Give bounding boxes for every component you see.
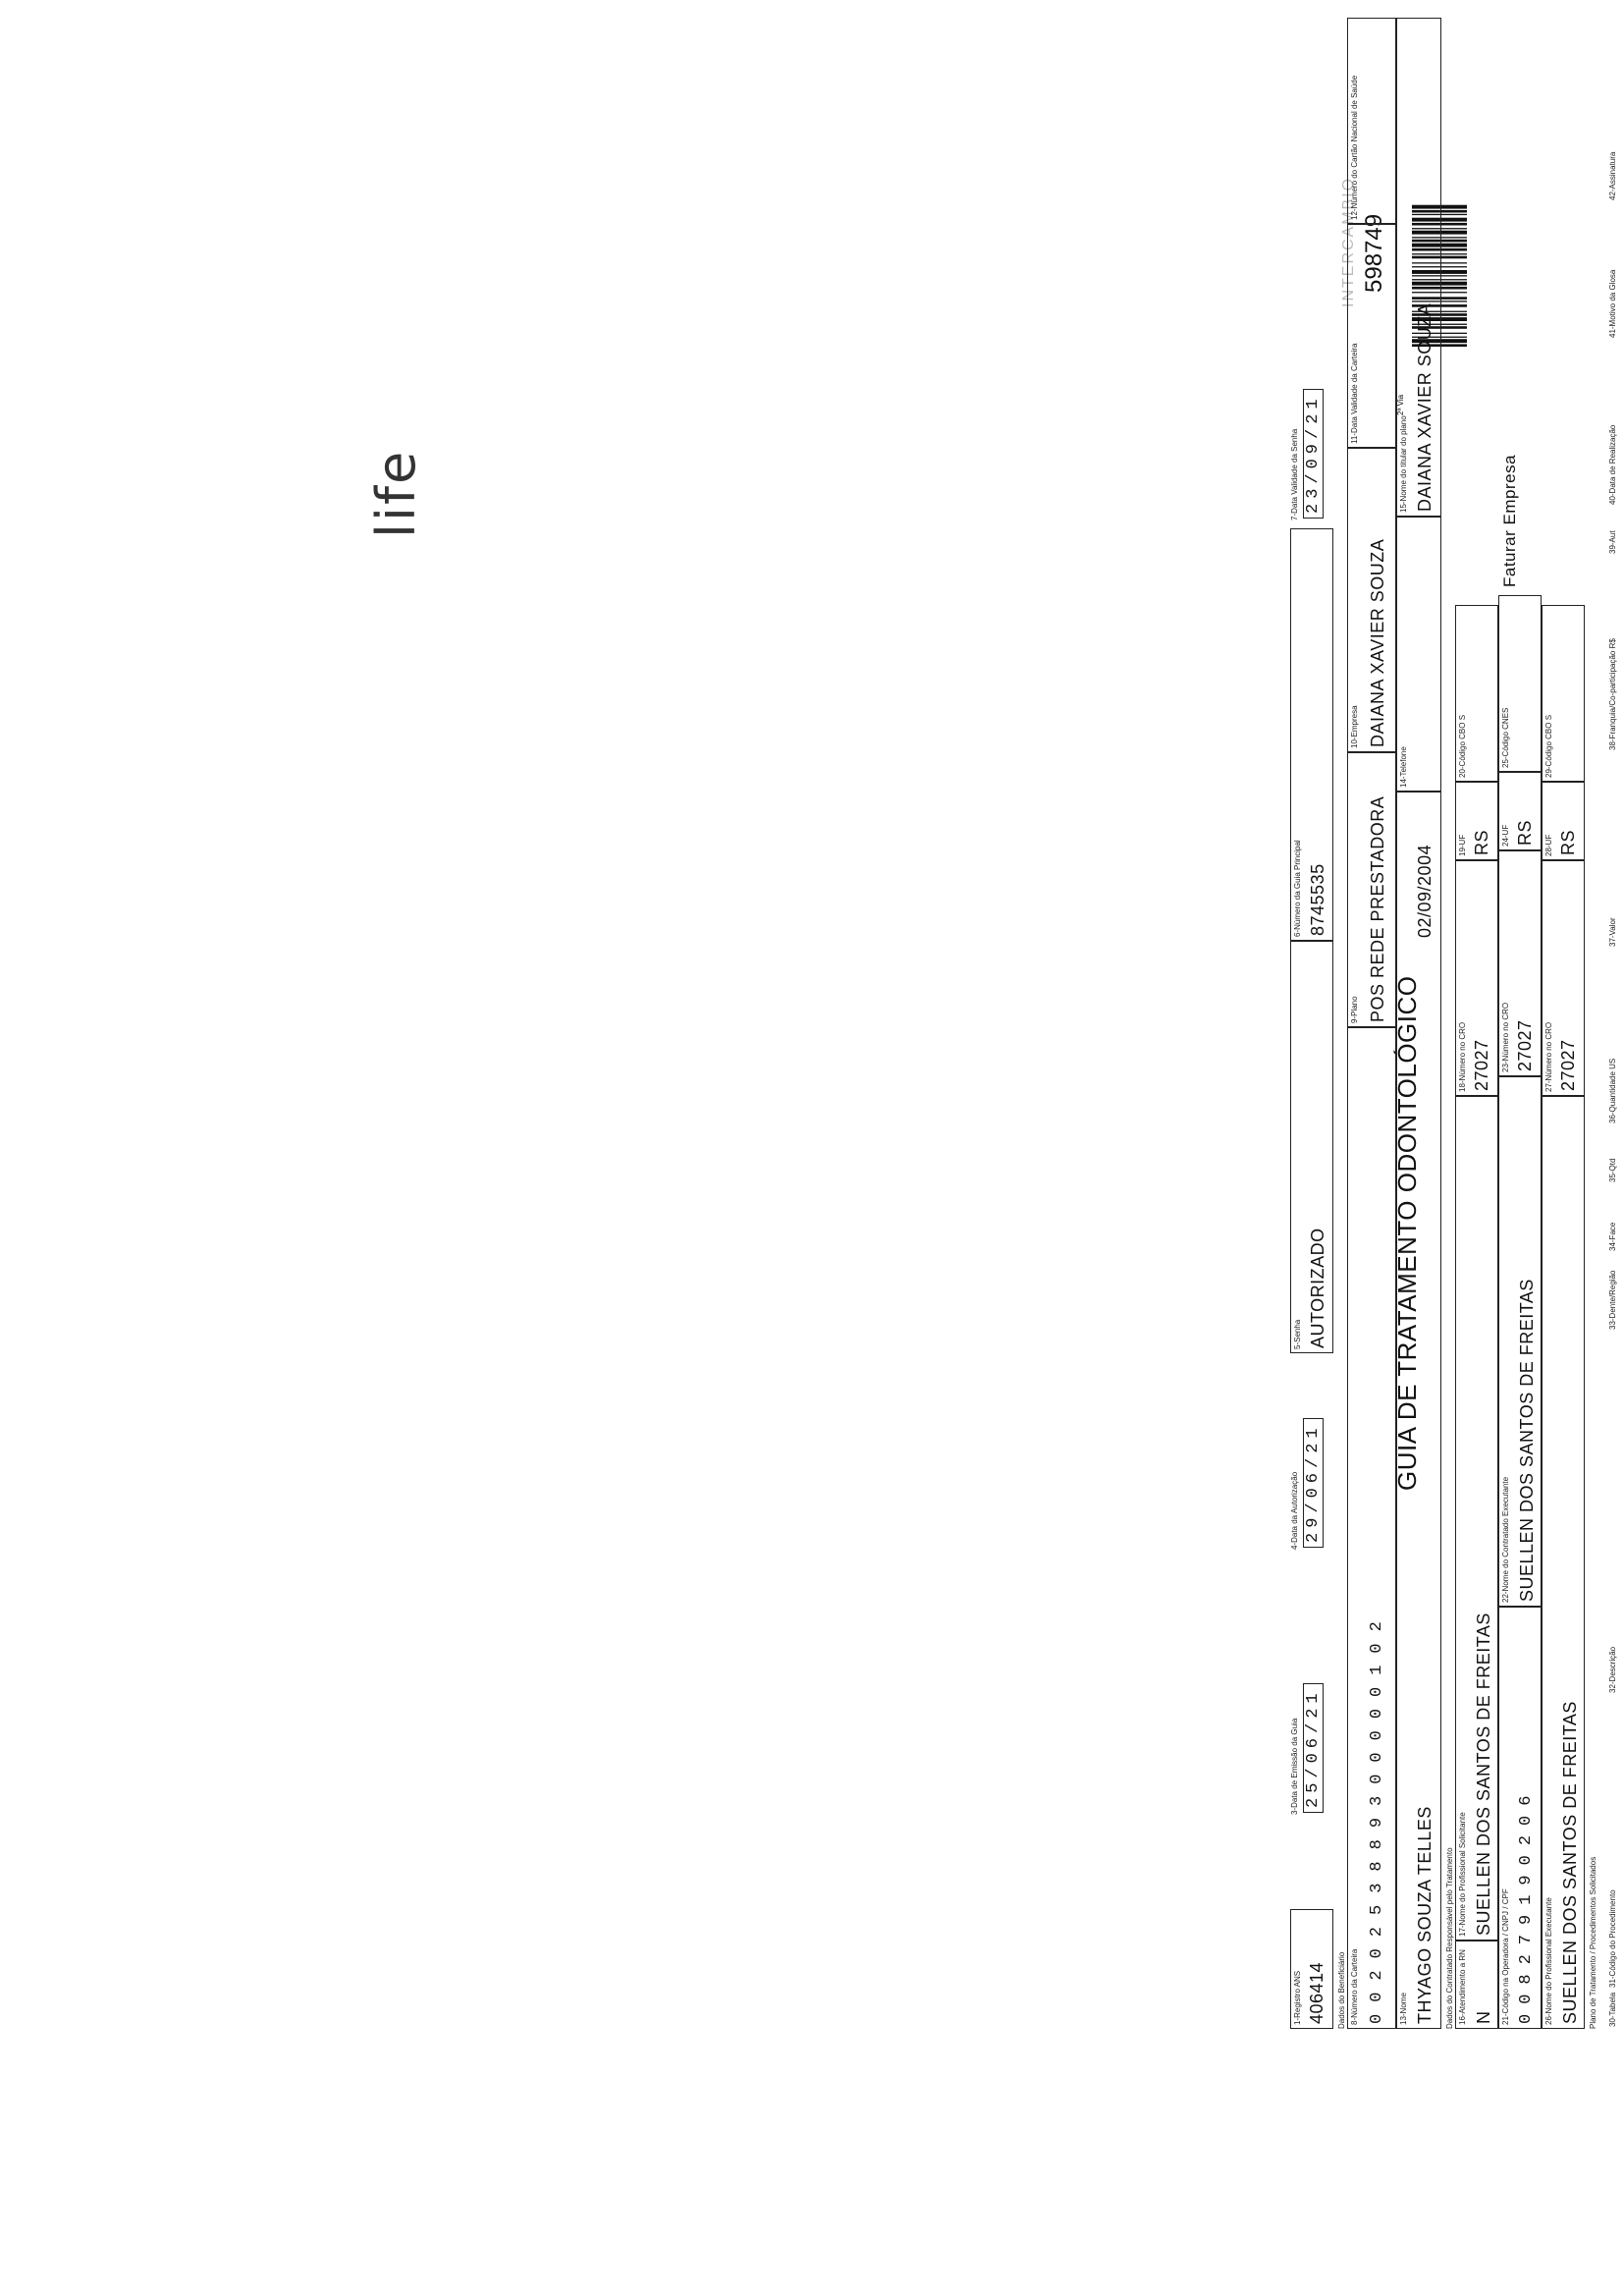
- field-data-autorizacao: 29/06/21: [1303, 1418, 1324, 1548]
- table-header: 37-Valor: [1608, 917, 1617, 947]
- field-validade-carteira: 11-Data Validade da Carteira: [1347, 224, 1396, 448]
- via-label: 2ª Via: [1396, 394, 1405, 415]
- field-cro2: 23-Número no CRO 27027: [1498, 850, 1542, 1076]
- field-empresa: 10-Empresa DAIANA XAVIER SOUZA: [1347, 448, 1396, 752]
- doc-number: 598749: [1361, 213, 1387, 293]
- table-header: 34-Face: [1608, 1222, 1617, 1251]
- table-header: 39-Aut: [1608, 530, 1617, 554]
- field-nome: 13-Nome THYAGO SOUZA TELLES 02/09/2004: [1396, 792, 1441, 2029]
- field-numero-carteira: 8-Número da Carteira 0020253889300000102: [1347, 1027, 1396, 2029]
- field-validade-senha: 23/09/21: [1303, 389, 1324, 519]
- field-cnes: 25-Código CNES: [1498, 595, 1542, 772]
- table-header: 40-Data de Realização: [1608, 424, 1617, 505]
- table-header: 31-Código do Procedimento: [1608, 1889, 1617, 1988]
- field-uf: 19-UF RS: [1455, 782, 1498, 860]
- field-uf3: 28-UF RS: [1542, 782, 1585, 860]
- table-header: 41-Motivo da Glosa: [1608, 269, 1617, 338]
- rotated-form-sheet: life GUIA DE TRATAMENTO ODONTOLÓGICO 598749 INTERCAMBIO 2ª Via 1-Registro ANS 406414 3-Data de Emissão da Guia 25/06/21 4-Data da Autorização 29/06/21 5-Senha AUTORIZADO 6-Número da Guia Principal 8745535 7-Data Validade da Senha 23/09/21 Dados do Beneficiário 8-Número da Carteira 0020253889300000102 9-Plano POS REDE PRESTADORA 10-Empresa DAIANA XAVIER SOUZA 11-Data Validade da Carteira 12-Número do Cartão Nacional de Saúde 13-Nome THYAGO SOUZA TELLES 02/09/2004 14-Telefone 15-Nome do titular do plano DAIANA XAVIER SOUZA Dados do Contratado Responsável pelo Tratamento 16-Atendimento a RN N 17-Nome do Profissional Solicitante SUELLEN DOS SANTOS DE FREITAS 18-Número no CRO 27027 19-UF RS 20-Código CBO S Faturar Empresa 21-Código na Operadora / CNPJ / CPF 008279190206 22-Nome do Contratado Executante SUELLEN DOS SANTOS DE FREITAS 23-Número no CRO 27027 24-UF RS 25-Código CNES 26-Nome do Profissional Executante SUELLEN DOS SANTOS DE FREITAS 27-Número no CRO 27027 28-UF RS 29-Código CBO S Plano de Tratamento / Procedimentos Solicitados 30-Tabela 31-Código do Procedimento 32-Descrição 33-Dente/Região 34-Face 35-Qtd 36-Quantidade US 37-Valor 38-Franquia/Co-participação R$ 39-Aut 40-Data de Realização 41-Motivo da Glosa 42-Assinatura: [0, 0, 1624, 2296]
- field-cro: 18-Número no CRO 27027: [1455, 860, 1498, 1096]
- field-prof-exec: 26-Nome do Profissional Executante SUELLEN DOS SANTOS DE FREITAS: [1542, 1096, 1585, 2029]
- field-guia-principal: 6-Número da Guia Principal 8745535: [1290, 528, 1333, 941]
- field-titular: 15-Nome do titular do plano DAIANA XAVIER SOUZA: [1396, 18, 1441, 517]
- field-telefone: 14-Telefone: [1396, 517, 1441, 792]
- doc-subtitle: INTERCAMBIO: [1340, 176, 1357, 307]
- field-plano: 9-Plano POS REDE PRESTADORA: [1347, 752, 1396, 1027]
- table-header: 38-Franquia/Co-participação R$: [1608, 638, 1617, 750]
- field-uf2: 24-UF RS: [1498, 772, 1542, 850]
- field-cartao-nacional: 12-Número do Cartão Nacional de Saúde: [1347, 18, 1396, 224]
- field-contratado-exec: 22-Nome do Contratado Executante SUELLEN DOS SANTOS DE FREITAS: [1498, 1076, 1542, 1607]
- table-header: 36-Quantidade US: [1608, 1058, 1617, 1123]
- table-header: 42-Assinatura: [1608, 151, 1617, 200]
- logo: life: [365, 449, 427, 538]
- field-atendimento-rn: 16-Atendimento a RN N: [1455, 1941, 1498, 2029]
- field-prof-solicitante: 17-Nome do Profissional Solicitante SUELLEN DOS SANTOS DE FREITAS: [1455, 1096, 1498, 1941]
- form-title: GUIA DE TRATAMENTO ODONTOLÓGICO: [1392, 975, 1422, 1491]
- table-header: 33-Dente/Região: [1608, 1270, 1617, 1330]
- faturar-empresa: Faturar Empresa: [1500, 454, 1519, 587]
- birth-date: 02/09/2004: [1415, 844, 1435, 938]
- field-cbo3: 29-Código CBO S: [1542, 605, 1585, 782]
- table-header: 35-Qtd: [1608, 1158, 1617, 1182]
- table-header: 30-Tabela: [1608, 1992, 1617, 2027]
- field-registro-ans: 1-Registro ANS 406414: [1290, 1909, 1333, 2029]
- field-senha: 5-Senha AUTORIZADO: [1290, 941, 1333, 1353]
- field-data-emissao: 25/06/21: [1303, 1683, 1324, 1813]
- field-codigo-operadora: 21-Código na Operadora / CNPJ / CPF 008279190206: [1498, 1607, 1542, 2029]
- field-cro3: 27-Número no CRO 27027: [1542, 860, 1585, 1096]
- field-cbo: 20-Código CBO S: [1455, 605, 1498, 782]
- table-header: 32-Descrição: [1608, 1646, 1617, 1693]
